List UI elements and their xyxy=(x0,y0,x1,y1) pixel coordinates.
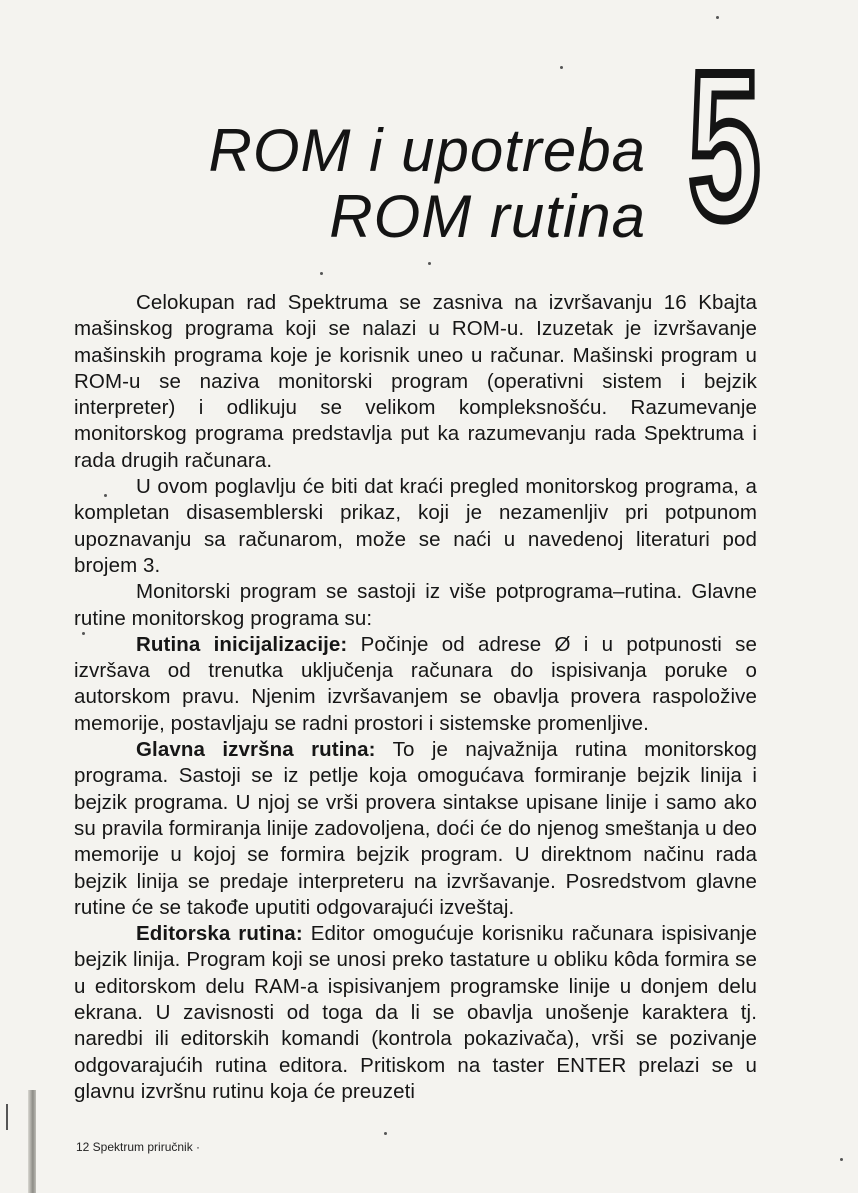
paragraph-intro xyxy=(74,290,757,474)
paragraph-text: Monitorski program se sastoji iz više potprograma–rutina. Glavne rutine monitorskog programa su: xyxy=(74,580,757,630)
paragraph-text: Editor omogućuje korisniku računara ispisivanje bejzik linija. Program koji se unosi preko tastature u obliku kôda formira se u editorskom delu RAM-a ispisivanjem programske linije u donjem delu ekrana. U zavisnosti od toga da li se obavlja unošenje karaktera tj. naredbi ili editorskih komandi (kontrola pokazivača), vrši se pozivanje odgovarajućih rutina editora. Pritiskom na taster ENTER prelazi se u glavnu izvršnu rutinu koja će preuzeti xyxy=(74,922,757,1103)
print-speck xyxy=(384,1132,387,1135)
paragraph-lead: Editorska rutina: xyxy=(136,922,303,946)
print-speck xyxy=(320,272,323,275)
paragraph-lead: Rutina inicijalizacije: xyxy=(136,632,348,656)
chapter-title xyxy=(208,118,646,250)
print-speck xyxy=(716,16,719,19)
chapter-number: 5 xyxy=(688,28,761,263)
print-speck xyxy=(560,66,563,69)
body-text xyxy=(74,290,757,1105)
print-speck xyxy=(428,262,431,265)
paragraph-routines-intro xyxy=(74,579,757,632)
print-speck xyxy=(840,1158,843,1161)
paragraph-text: Celokupan rad Spektruma se zasniva na izvršavanju 16 Kbajta mašinskog programa koji se nalazi u ROM-u. Izuzetak je izvršavanje mašinskih programa koje je korisnik uneo u računar. Mašinski program u ROM-u se naziva monitorski program (operativni sistem i bejzik interpreter) i odlikuju se velikom kompleksnošću. Razumevanje monitorskog programa predstavlja put ka razumevanju rada Spektruma i rada drugih računara. xyxy=(74,291,757,472)
paragraph-text: U ovom poglavlju će biti dat kraći pregled monitorskog programa, a kompletan disasemblerski prikaz, koji je nezamenljiv pri potpunom upoznavanju sa računarom, može se naći u navedenoj literaturi pod brojem 3. xyxy=(74,475,757,577)
chapter-title-line-2: ROM rutina xyxy=(329,183,646,250)
paragraph-init-routine xyxy=(74,632,757,737)
page-binding-edge xyxy=(28,1090,36,1193)
paragraph-overview xyxy=(74,474,757,579)
paragraph-lead: Glavna izvršna rutina: xyxy=(136,738,376,762)
paragraph-main-routine xyxy=(74,737,757,921)
page-footer: 12 Spektrum priručnik · xyxy=(76,1140,201,1154)
paragraph-text: To je najvažnija rutina monitorskog programa. Sastoji se iz petlje koja omogućava formiranje bejzik linija i bejzik programa. U njoj se vrši provera sintakse upisane linije i samo ako su pravila formiranja linije zadovoljena, doći će do njenog smeštanja u deo memorije u kojoj se formira bejzik program. U direktnom načinu rada bejzik linija se predaje interpreteru na izvršavanje. Posredstvom glavne rutine će se takođe uputiti odgovarajući izveštaj. xyxy=(74,738,757,919)
chapter-title-line-1: ROM i upotreba xyxy=(208,117,646,184)
paragraph-editor-routine xyxy=(74,921,757,1105)
print-speck xyxy=(6,1104,8,1130)
paragraph-text: Počinje od adrese Ø i u potpunosti se izvršava od trenutka uključenja računara do ispisivanja poruke o autorskom pravu. Njenim izvršavanjem se obavlja provera raspoložive memorije, postavljaju se radni prostori i sistemske promenljive. xyxy=(74,632,758,735)
